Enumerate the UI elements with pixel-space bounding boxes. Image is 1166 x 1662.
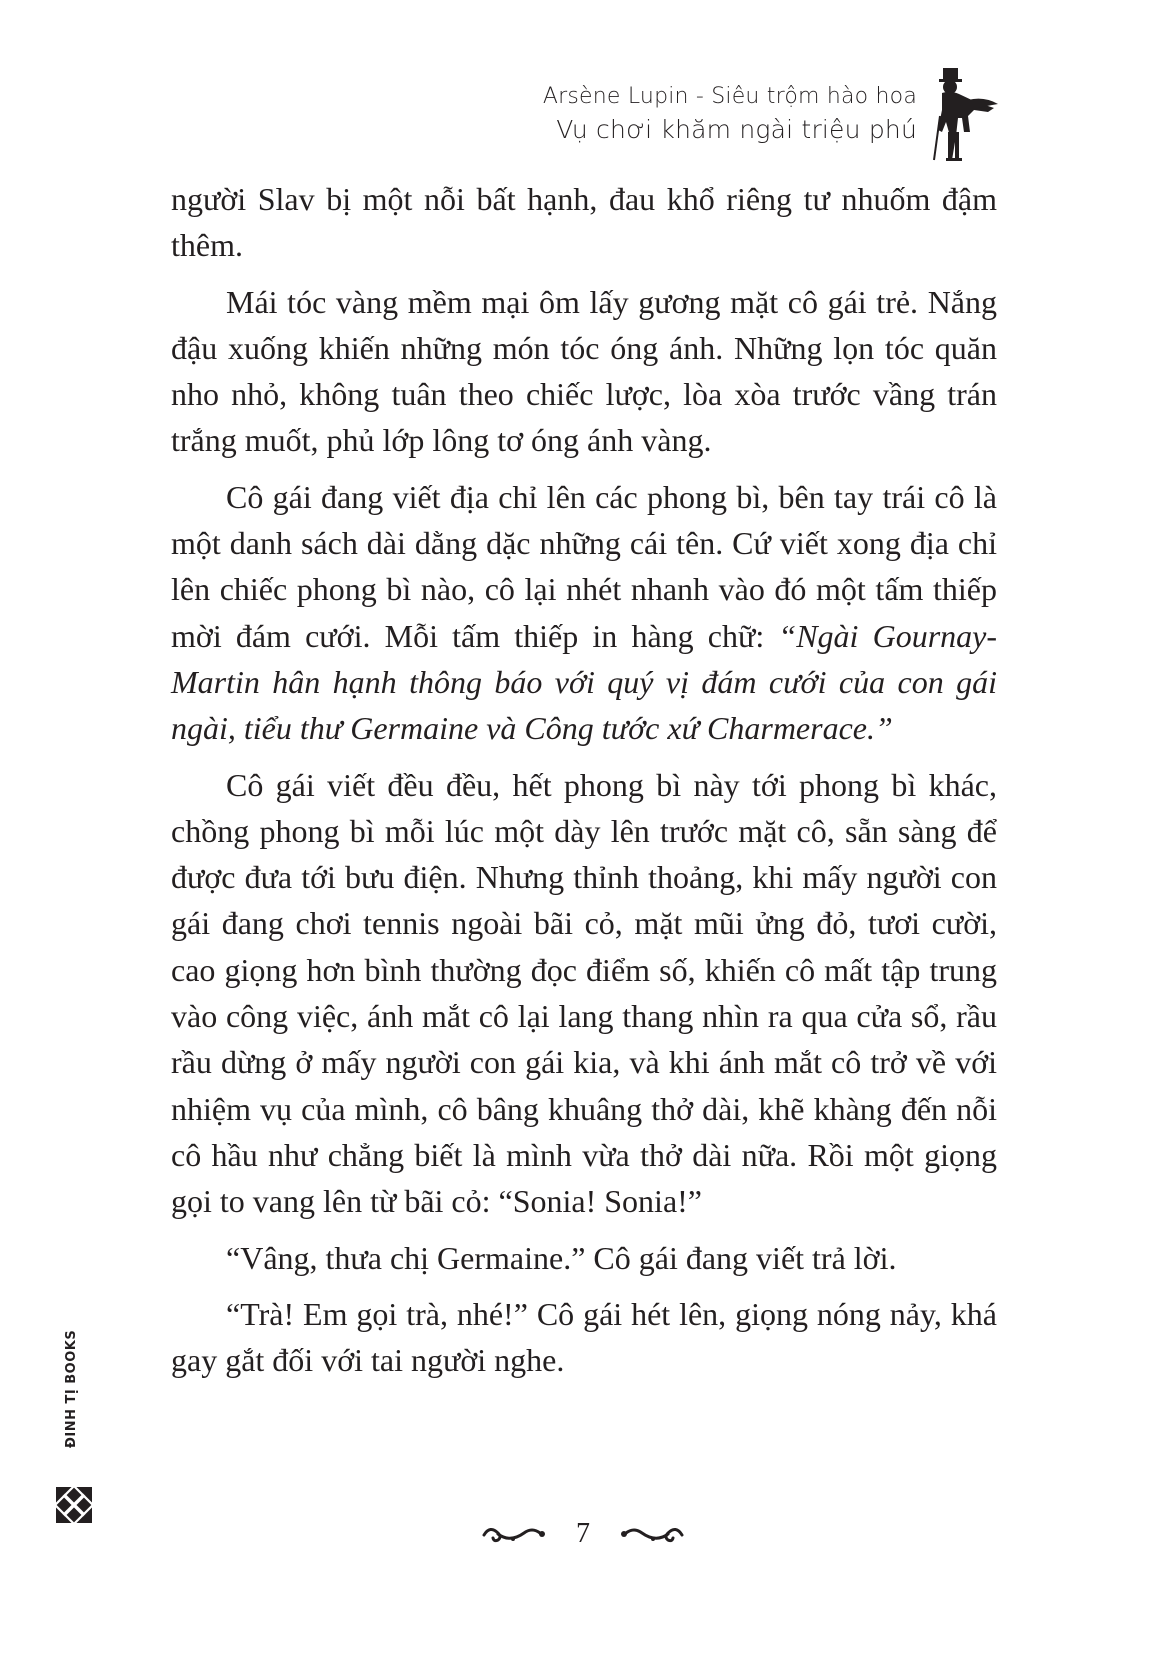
gentleman-thief-silhouette-icon bbox=[928, 66, 1000, 162]
scroll-flourish-icon bbox=[620, 1519, 686, 1549]
series-title: Arsène Lupin - Siêu trộm hào hoa bbox=[542, 84, 917, 109]
paragraph-2: Mái tóc vàng mềm mại ôm lấy gương mặt cô gái trẻ. Nắng đậu xuống khiến những món tóc óng ánh. Những lọn tóc quăn nho nhỏ, không tuân theo chiếc lược, lòa xòa trước vầng trán trắng muốt, phủ lớp lông tơ óng ánh vàng. bbox=[171, 283, 997, 459]
paragraph-5: “Vâng, thưa chị Germaine.” Cô gái đang viết trả lời. bbox=[226, 1239, 897, 1276]
paragraph-1: người Slav bị một nỗi bất hạnh, đau khổ riêng tư nhuốm đậm thêm. bbox=[171, 181, 997, 264]
body-text bbox=[171, 176, 997, 1393]
running-header bbox=[543, 82, 917, 148]
paragraph-3-lead: Cô gái đang viết địa chỉ lên các phong bì, bên tay trái cô là một danh sách dài dằng dặc những cái tên. Cứ viết xong địa chỉ lên chiếc phong bì nào, cô lại nhét nhanh vào đó một tấm thiếp mời đám cưới. Mỗi tấm thiếp in hàng chữ: bbox=[171, 478, 997, 654]
invitation-quote: “Ngài Gournay-Martin hân hạnh thông báo với quý vị đám cưới của con gái ngài, tiểu thư Germaine và Công tước xứ Charmerace.” bbox=[171, 617, 998, 747]
page-number: 7 bbox=[576, 1518, 590, 1549]
paragraph-3 bbox=[171, 474, 997, 752]
paragraph-6: “Trà! Em gọi trà, nhé!” Cô gái hét lên, giọng nóng nảy, khá gay gắt đối với tai người nghe. bbox=[171, 1295, 997, 1379]
publisher-name: ĐINH TỊ BOOKS bbox=[64, 1329, 79, 1448]
publisher-sidebar bbox=[50, 1329, 98, 1530]
book-subtitle: Vụ chơi khăm ngài triệu phú bbox=[556, 115, 917, 144]
scroll-flourish-icon bbox=[480, 1519, 546, 1549]
page-footer bbox=[0, 1518, 1166, 1550]
diamond-knot-logo-icon bbox=[54, 1485, 94, 1525]
paragraph-4: Cô gái viết đều đều, hết phong bì này tới phong bì khác, chồng phong bì mỗi lúc một dày lên trước mặt cô, sẵn sàng để được đưa tới bưu điện. Nhưng thỉnh thoảng, khi mấy người con gái đang chơi tennis ngoài bãi cỏ, mặt mũi ửng đỏ, tươi cười, cao giọng hơn bình thường đọc điểm số, khiến cô mất tập trung vào công việc, ánh mắt cô lại lang thang nhìn ra qua cửa sổ, rầu rầu dừng ở mấy người con gái kia, và khi ánh mắt cô trở về với nhiệm vụ của mình, cô bâng khuâng thở dài, khẽ khàng đến nỗi cô hầu như chẳng biết là mình vừa thở dài nữa. Rồi một giọng gọi to vang lên từ bãi cỏ: “Sonia! Sonia!” bbox=[171, 766, 997, 1220]
